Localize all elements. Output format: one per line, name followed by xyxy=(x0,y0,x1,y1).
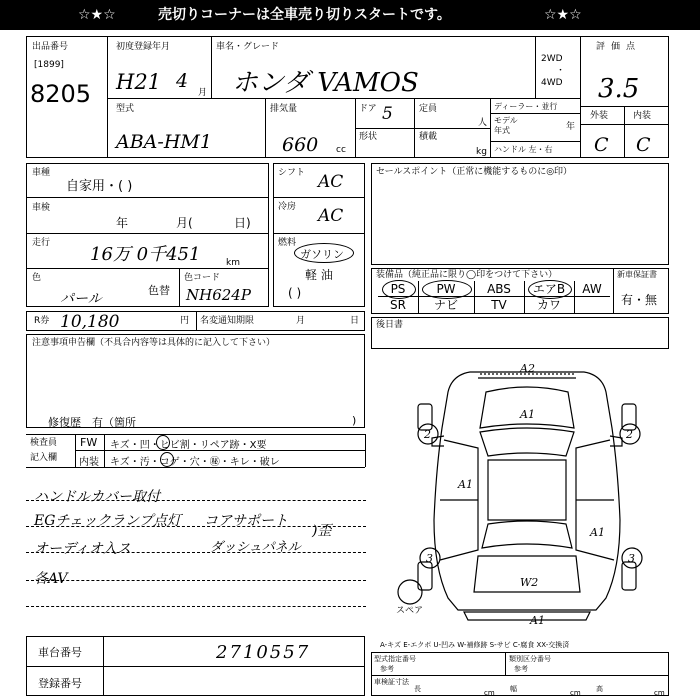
expiry-month: 月 xyxy=(296,316,306,326)
capacity-unit: 人 xyxy=(478,118,488,128)
exterior-label: 外装 xyxy=(590,111,609,121)
first-reg-month: 4 xyxy=(176,70,189,92)
damage-mark-2-right: 2 xyxy=(626,428,633,441)
damage-mark-a2-front: A2 xyxy=(520,362,535,375)
comment-line-3a: オーディオ入ス xyxy=(34,541,131,557)
handle-label: ハンドル 左・右 xyxy=(494,145,553,154)
grade-value: 3.5 xyxy=(598,74,640,104)
inspector-row2-text: キズ・汚・コゲ・穴・㊙・キレ・破レ xyxy=(110,457,280,468)
inspection-year: 年 xyxy=(116,216,129,230)
notes-label: 注意事項申告欄（不具合内容等は具体的に記入して下さい） xyxy=(32,338,276,348)
color-code-label: 色コード xyxy=(184,273,221,283)
equipment-item-1: PW xyxy=(436,282,456,296)
banner-stars-right: ☆★☆ xyxy=(544,7,582,23)
comment-line-2a: EGチェックランプ点灯 xyxy=(34,513,181,529)
doors-label: ドア xyxy=(359,104,377,114)
reg-label: 登録番号 xyxy=(38,677,82,690)
interior-label: 内装 xyxy=(633,111,652,121)
cm-1: cm xyxy=(484,689,495,697)
category-label: 類別区分番号 xyxy=(509,655,551,663)
banner-text: 売切りコーナーは全車売り切りスタートです。 xyxy=(158,7,451,23)
cooler-value: AC xyxy=(318,206,344,226)
category-ref: 参考 xyxy=(514,665,528,673)
expiry-label: 名変通知期限 xyxy=(200,316,255,326)
repair-label: 修復歴 有（箇所 xyxy=(48,416,136,429)
mileage-value: 16万 0千451 xyxy=(90,244,201,265)
first-reg-month-unit: 月 xyxy=(198,88,208,98)
color-value: パール xyxy=(60,291,102,307)
length-label: 長 xyxy=(414,685,421,693)
comment-line-3b: ダッシュパネル xyxy=(210,540,301,555)
fuel-diesel: 軽 油 xyxy=(305,268,333,282)
displacement-unit: cc xyxy=(336,145,346,155)
expiry-day: 日 xyxy=(350,316,360,326)
cm-2: cm xyxy=(570,689,581,697)
inspector-row2-head: 内装 xyxy=(79,457,99,468)
height-label: 高 xyxy=(596,685,603,693)
car-name: ホンダ VAMOS xyxy=(232,68,419,98)
chassis-value: 2710557 xyxy=(216,642,311,663)
interior-grade: C xyxy=(636,134,651,156)
wd-2: 2WD xyxy=(541,54,563,64)
shift-value: AC xyxy=(318,172,344,192)
selling-points-label: セールスポイント（正常に機能するものに◎印） xyxy=(376,167,573,177)
damage-legend: A-キズ E-エクボ U-凹み W-補修跡 S-サビ C-腐食 XX-交換済 xyxy=(380,641,570,649)
first-reg-year: H21 xyxy=(116,70,162,94)
mileage-label: 走行 xyxy=(32,238,51,248)
comment-line-1: ハンドルカバー取付 xyxy=(34,489,160,505)
repair-close: ) xyxy=(352,414,357,427)
equipment-item-6: ナビ xyxy=(433,298,458,312)
inspector-label-1: 検査員 xyxy=(30,438,58,448)
grade-label: 評価点 xyxy=(596,42,642,52)
capacity-label: 定員 xyxy=(419,104,438,114)
form-designation-ref: 参考 xyxy=(380,665,394,673)
lot-sub: [1899] xyxy=(34,60,64,70)
car-type-label: 車種 xyxy=(32,168,51,178)
recycle-unit: 円 xyxy=(180,316,190,326)
form-designation-label: 型式指定番号 xyxy=(374,655,416,663)
auction-sheet: ☆★☆ 売切りコーナーは全車売り切りスタートです。 ☆★☆ 出品番号 [1899] 8205 初度登録年月 H21 4 月 車名・グレード ホンダ VAMOS 2WD ・ 4WD 評価点 3.5 外装 内装 C C 型式 ABA-HM1 排気量 660 cc ドア 5 形状 定員 人 積載 kg ディーラー・並行 モデル 年式 年 ハンドル 左・右 車種 自家用・( ) 車検 年 月( 日) 走行 16万 0千451 km 色 パール 色替 色コード NH624P シフト AC 冷房 AC 燃料 ガソリン 軽 油 ( ) セールスポイント（正常に機能するものに◎印） 装備品（純正品に限り◯印をつけて下さい） 新車保証書 有・無 PS PW ABS エアB AW SR ナビ TV カワ R券 10,180 円 名変通知期限 月 日 後日書 注意事項申告欄（不具合内容等は具体的に記入して下さい） 修復歴 有（箇所 ) 検査員 記入欄 FW キズ・凹・ヒビ割・リペア跡・X要 内装 キズ・汚・コゲ・穴・㊙・キレ・破レ ハンドルカバー取付 EGチェックランプ点灯 コアサポート )歪 オーディオ入ス ダッシュパネル 各AV A2 A1 2 2 A1 A1 3 3 W2 A1 スペア A-キズ E-エクボ U-凹み W-補修跡 S-サビ C-腐食 XX-交換済 車台番号 2710557 登録番号 型式指定番号 参考 類別区分番号 参考 車検証寸法 長 cm 幅 cm 高 cm xyxy=(0,0,700,700)
car-type-value: 自家用・( ) xyxy=(66,179,133,194)
lot-number: 8205 xyxy=(30,80,92,108)
doors-value: 5 xyxy=(382,104,393,124)
exterior-grade: C xyxy=(594,134,609,156)
banner-stars-left: ☆★☆ xyxy=(78,7,116,23)
lot-label: 出品番号 xyxy=(32,42,69,52)
equipment-item-2: ABS xyxy=(487,282,511,296)
damage-mark-a1-left: A1 xyxy=(458,478,473,491)
displacement-value: 660 xyxy=(282,134,319,156)
wd-4: 4WD xyxy=(541,78,563,88)
recycle-label: R券 xyxy=(34,316,50,326)
color-change-label: 色替 xyxy=(148,284,170,297)
fuel-label: 燃料 xyxy=(278,238,297,248)
inspector-row1-head: FW xyxy=(80,436,98,449)
model-year-unit: 年 xyxy=(566,122,576,132)
warranty-value: 有・無 xyxy=(621,293,658,307)
equipment-item-0: PS xyxy=(390,282,406,296)
inspector-label-2: 記入欄 xyxy=(30,453,58,463)
mileage-unit: km xyxy=(226,258,240,268)
comment-line-2c: )歪 xyxy=(312,523,332,539)
damage-mark-w2: W2 xyxy=(520,576,539,589)
spare-label: スペア xyxy=(396,606,424,616)
model-year-label: モデル xyxy=(494,116,518,125)
after-date-label: 後日書 xyxy=(376,320,404,330)
loading-label: 積載 xyxy=(419,132,438,142)
cooler-label: 冷房 xyxy=(278,202,297,212)
inspection-label: 車検 xyxy=(32,203,51,213)
comment-line-4: 各AV xyxy=(34,571,68,587)
damage-mark-3-left: 3 xyxy=(426,552,433,565)
color-code-value: NH624P xyxy=(186,286,251,304)
shift-label: シフト xyxy=(278,168,306,178)
equipment-item-8: カワ xyxy=(536,298,561,312)
warranty-label: 新車保証書 xyxy=(617,270,657,279)
loading-unit: kg xyxy=(476,147,487,157)
inspection-month: 月( xyxy=(176,216,193,230)
equipment-item-3: エアB xyxy=(532,282,566,296)
displacement-label: 排気量 xyxy=(270,104,298,114)
model-label: 型式 xyxy=(116,104,135,114)
recycle-value: 10,180 xyxy=(60,312,120,332)
comment-line-2b: コアサポート xyxy=(204,513,288,529)
equipment-item-7: TV xyxy=(491,298,507,312)
shape-label: 形状 xyxy=(359,132,378,142)
fuel-gas: ガソリン xyxy=(300,248,344,261)
equipment-label: 装備品（純正品に限り◯印をつけて下さい） xyxy=(376,270,558,280)
vehicle-dim-label: 車検証寸法 xyxy=(374,678,409,686)
equipment-item-4: AW xyxy=(582,282,602,296)
model-value: ABA-HM1 xyxy=(116,131,212,153)
first-reg-label: 初度登録年月 xyxy=(116,42,171,52)
damage-mark-2-left: 2 xyxy=(424,428,431,441)
inspection-day: 日) xyxy=(234,216,251,230)
fuel-other: ( ) xyxy=(288,286,302,300)
damage-mark-a1-hood: A1 xyxy=(520,408,535,421)
cm-3: cm xyxy=(654,689,665,697)
damage-mark-a1-rear: A1 xyxy=(530,614,545,627)
chassis-label: 車台番号 xyxy=(38,646,82,659)
dealer-label: ディーラー・並行 xyxy=(494,102,558,111)
equipment-item-5: SR xyxy=(390,298,406,312)
width-label: 幅 xyxy=(510,685,517,693)
color-label: 色 xyxy=(32,273,42,283)
model-year-sub: 年式 xyxy=(494,126,510,135)
damage-mark-a1-right: A1 xyxy=(590,526,605,539)
inspector-row1-text: キズ・凹・ヒビ割・リペア跡・X要 xyxy=(110,440,267,451)
damage-mark-3-right: 3 xyxy=(628,552,635,565)
car-name-label: 車名・グレード xyxy=(216,42,280,52)
